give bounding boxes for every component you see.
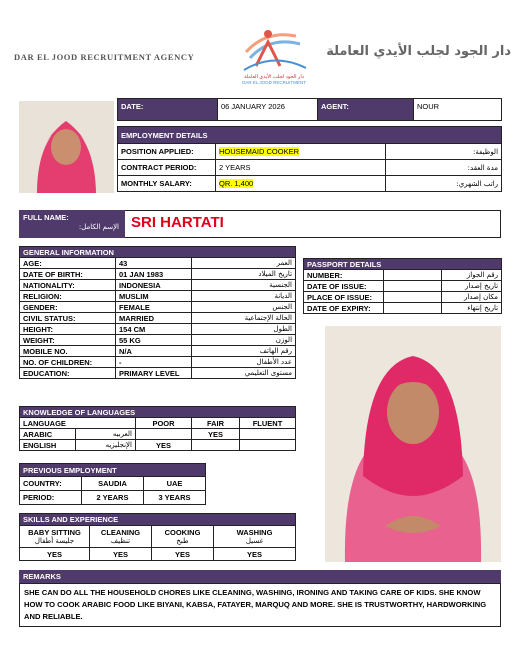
skill-name-ar: تنظيف xyxy=(110,536,131,545)
lang-poor: YES xyxy=(136,440,192,451)
salary-label-ar: راتب الشهري: xyxy=(386,176,502,192)
row-value: 154 CM xyxy=(116,324,192,335)
logo-text-en: DAR EL JOOD RECRUITMENT xyxy=(242,80,306,85)
lang-fair: YES xyxy=(192,429,240,440)
skills-table xyxy=(19,513,296,561)
row-label-ar: تاريخ الميلاد xyxy=(192,269,296,280)
row-label: CIVIL STATUS: xyxy=(20,313,116,324)
row-label: NUMBER: xyxy=(304,270,384,281)
remarks-title: REMARKS xyxy=(19,570,501,583)
skill-header xyxy=(152,526,214,548)
row-label-ar: رقم الجواز xyxy=(442,270,502,281)
row-label-ar: عدد الأطفال xyxy=(192,357,296,368)
row-label: HEIGHT: xyxy=(20,324,116,335)
row-label: DATE OF EXPIRY: xyxy=(304,303,384,314)
row-value xyxy=(384,303,442,314)
skill-value: YES xyxy=(90,548,152,561)
row-label-ar: الطول xyxy=(192,324,296,335)
passport-table xyxy=(303,258,502,314)
general-row xyxy=(20,269,296,280)
position-label-ar: الوظيفة: xyxy=(386,144,502,160)
fullname-value: SRI HARTATI xyxy=(131,214,224,231)
lang-name-ar: الإنجليزيه xyxy=(76,440,136,451)
skill-header xyxy=(90,526,152,548)
skill-name: COOKING xyxy=(164,527,201,537)
general-info-table xyxy=(19,246,296,379)
languages-table xyxy=(19,406,296,451)
lang-name-ar: العربيه xyxy=(76,429,136,440)
general-row xyxy=(20,280,296,291)
general-row xyxy=(20,335,296,346)
general-info-title: GENERAL INFORMATION xyxy=(20,247,296,258)
row-value: N/A xyxy=(116,346,192,357)
row-value: MARRIED xyxy=(116,313,192,324)
row-label-ar: الديانة xyxy=(192,291,296,302)
languages-title: KNOWLEDGE OF LANGUAGES xyxy=(20,407,296,418)
row-label: EDUCATION: xyxy=(20,368,116,379)
row-value: PRIMARY LEVEL xyxy=(116,368,192,379)
contract-value: 2 YEARS xyxy=(216,160,386,176)
contract-label: CONTRACT PERIOD: xyxy=(118,160,216,176)
row-label-ar: الوزن xyxy=(192,335,296,346)
row-value: INDONESIA xyxy=(116,280,192,291)
contract-label-ar: مدة العقد: xyxy=(386,160,502,176)
general-row xyxy=(20,291,296,302)
skill-name: CLEANING xyxy=(100,527,141,537)
row-value: 43 xyxy=(116,258,192,269)
prev-period: 2 YEARS xyxy=(82,491,144,505)
previous-title: PREVIOUS EMPLOYMENT xyxy=(20,464,206,477)
salary-value: QR. 1,400 xyxy=(219,179,254,188)
salary-value-cell xyxy=(216,176,386,192)
row-label-ar: مكان إصدار xyxy=(442,292,502,303)
row-label-ar: الحالة الإجتماعية xyxy=(192,313,296,324)
agent-label: AGENT: xyxy=(318,99,414,121)
skills-title: SKILLS AND EXPERIENCE xyxy=(20,514,296,526)
general-row xyxy=(20,346,296,357)
passport-row xyxy=(304,270,502,281)
language-row xyxy=(20,440,296,451)
lang-fluent xyxy=(240,429,296,440)
fullname-label-ar: الإسم الكامل: xyxy=(78,223,119,231)
lang-name: ENGLISH xyxy=(20,440,76,451)
fullname-label-en: FULL NAME: xyxy=(23,213,69,222)
skill-value: YES xyxy=(152,548,214,561)
skill-name-ar: جليسة أطفال xyxy=(34,536,75,545)
row-label: PLACE OF ISSUE: xyxy=(304,292,384,303)
prev-country: SAUDIA xyxy=(82,477,144,491)
skill-name: BABY SITTING xyxy=(28,527,81,537)
lang-name: ARABIC xyxy=(20,429,76,440)
position-value: HOUSEMAID COOKER xyxy=(219,147,300,156)
passport-row xyxy=(304,303,502,314)
agency-name-ar: دار الجود لجلب الأيدي العاملة xyxy=(326,44,511,59)
general-row xyxy=(20,313,296,324)
skill-header xyxy=(214,526,296,548)
row-value xyxy=(384,292,442,303)
general-row xyxy=(20,302,296,313)
row-value: FEMALE xyxy=(116,302,192,313)
date-value: 06 JANUARY 2026 xyxy=(218,99,318,121)
prev-period: 3 YEARS xyxy=(144,491,206,505)
salary-label: MONTHLY SALARY: xyxy=(118,176,216,192)
lang-header: POOR xyxy=(136,418,192,429)
period-label: PERIOD: xyxy=(20,491,82,505)
lang-header: FAIR xyxy=(192,418,240,429)
row-label-ar: رقم الهاتف xyxy=(192,346,296,357)
lang-header: LANGUAGE xyxy=(20,418,136,429)
row-value: 55 KG xyxy=(116,335,192,346)
fullname-label xyxy=(19,210,125,238)
row-value: MUSLIM xyxy=(116,291,192,302)
candidate-photo-small xyxy=(19,101,114,193)
row-label-ar: مستوى التعليمي xyxy=(192,368,296,379)
skill-name-ar: طبخ xyxy=(176,536,189,545)
position-label: POSITION APPLIED: xyxy=(118,144,216,160)
lang-header: FLUENT xyxy=(240,418,296,429)
row-label: RELIGION: xyxy=(20,291,116,302)
position-value-cell xyxy=(216,144,386,160)
date-label: DATE: xyxy=(118,99,218,121)
language-row xyxy=(20,429,296,440)
candidate-photo-large xyxy=(325,326,501,562)
row-label: DATE OF ISSUE: xyxy=(304,281,384,292)
lang-fluent xyxy=(240,440,296,451)
row-label-ar: تاريخ إصدار xyxy=(442,281,502,292)
row-value xyxy=(384,270,442,281)
lang-poor xyxy=(136,429,192,440)
general-row xyxy=(20,324,296,335)
logo-text-ar: دار الجود لجلب الأيدي العاملة xyxy=(244,74,304,80)
passport-row xyxy=(304,281,502,292)
row-label: NO. OF CHILDREN: xyxy=(20,357,116,368)
row-value: - xyxy=(116,357,192,368)
lang-fair xyxy=(192,440,240,451)
row-label-ar: الجنس xyxy=(192,302,296,313)
skill-name-ar: غسيل xyxy=(245,536,264,545)
row-label: GENDER: xyxy=(20,302,116,313)
agent-value: NOUR xyxy=(414,99,502,121)
employment-table xyxy=(117,126,502,192)
country-label: COUNTRY: xyxy=(20,477,82,491)
previous-employment-table xyxy=(19,463,206,505)
skill-value: YES xyxy=(214,548,296,561)
prev-country: UAE xyxy=(144,477,206,491)
skill-header xyxy=(20,526,90,548)
row-label: DATE OF BIRTH: xyxy=(20,269,116,280)
general-row xyxy=(20,368,296,379)
passport-row xyxy=(304,292,502,303)
row-label: NATIONALITY: xyxy=(20,280,116,291)
skill-name: WASHING xyxy=(236,527,273,537)
row-label-ar: تاريخ إنتهاء xyxy=(442,303,502,314)
date-agent-table xyxy=(117,98,502,121)
employment-title: EMPLOYMENT DETAILS xyxy=(118,127,502,144)
row-label: AGE: xyxy=(20,258,116,269)
row-label-ar: العمر xyxy=(192,258,296,269)
row-label: WEIGHT: xyxy=(20,335,116,346)
row-value: 01 JAN 1983 xyxy=(116,269,192,280)
general-row xyxy=(20,357,296,368)
skill-value: YES xyxy=(20,548,90,561)
row-value xyxy=(384,281,442,292)
row-label: MOBILE NO. xyxy=(20,346,116,357)
general-row xyxy=(20,258,296,269)
remarks-text: SHE CAN DO ALL THE HOUSEHOLD CHORES LIKE CLEANING, WASHING, IRONING AND TAKING CARE OF KIDS. SHE KNOW HOW TO COOK ARABIC FOOD LIKE BIYANI, KABSA, FATAYER, MARQUQ AND MORE. SHE IS TRUSTWORTHY, HARDWORKING AND RELIABLE. xyxy=(19,583,501,627)
passport-title: PASSPORT DETAILS xyxy=(304,259,502,270)
agency-name-en: DAR EL JOOD RECRUITMENT AGENCY xyxy=(14,52,195,62)
row-label-ar: الجنسية xyxy=(192,280,296,291)
